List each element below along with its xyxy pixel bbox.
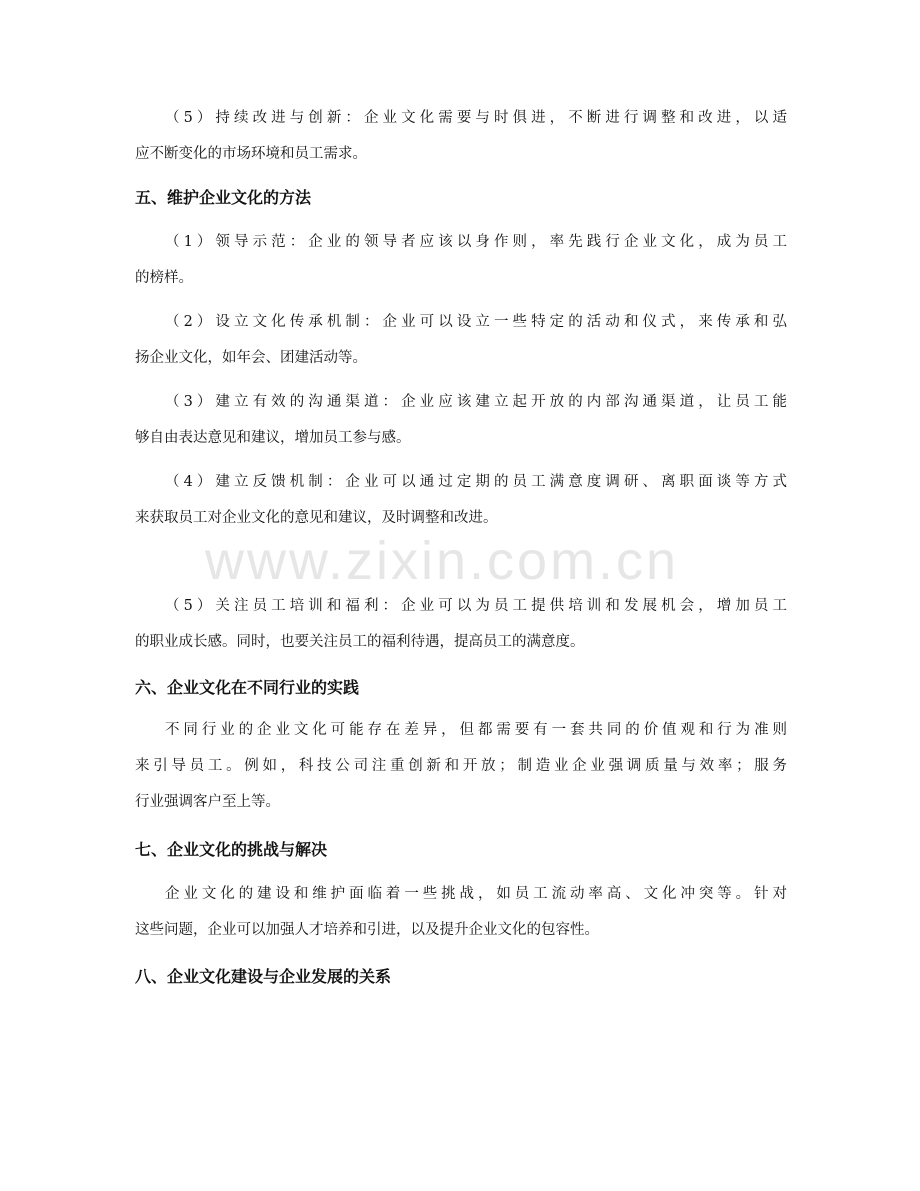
- text-line: 扬企业文化，如年会、团建活动等。: [135, 350, 367, 366]
- text-line: 这些问题，企业可以加强人才培养和引进，以及提升企业文化的包容性。: [135, 922, 599, 938]
- text-line: （3）建立有效的沟通渠道：企业应该建立起开放的内部沟通渠道，让员工能: [165, 394, 787, 410]
- text-line: （1）领导示范：企业的领导者应该以身作则，率先践行企业文化，成为员工: [165, 234, 787, 250]
- section-heading-7: 七、企业文化的挑战与解决: [135, 840, 328, 859]
- text-line: 够自由表达意见和建议，增加员工参与感。: [135, 430, 411, 446]
- text-line: （5）关注员工培训和福利：企业可以为员工提供培训和发展机会，增加员工: [165, 598, 787, 614]
- watermark: www.zixin.com.cn: [205, 531, 680, 591]
- section-heading-6: 六、企业文化在不同行业的实践: [135, 678, 360, 697]
- text-line: （2）设立文化传承机制：企业可以设立一些特定的活动和仪式，来传承和弘: [165, 314, 787, 330]
- text-line: 不同行业的企业文化可能存在差异，但都需要有一套共同的价值观和行为准则: [165, 722, 787, 738]
- section-heading-8: 八、企业文化建设与企业发展的关系: [135, 967, 392, 986]
- text-line: 应不断变化的市场环境和员工需求。: [135, 146, 367, 162]
- text-line: 企业文化的建设和维护面临着一些挑战，如员工流动率高、文化冲突等。针对: [165, 886, 787, 902]
- text-line: 行业强调客户至上等。: [135, 794, 280, 810]
- text-line: 的职业成长感。同时，也要关注员工的福利待遇，提高员工的满意度。: [135, 634, 585, 650]
- text-line: 的榜样。: [135, 270, 193, 286]
- text-line: 来引导员工。例如，科技公司注重创新和开放；制造业企业强调质量与效率；服务: [135, 758, 787, 774]
- text-line: （4）建立反馈机制：企业可以通过定期的员工满意度调研、离职面谈等方式: [165, 474, 787, 490]
- section-heading-5: 五、维护企业文化的方法: [135, 188, 312, 207]
- text-line: （5）持续改进与创新：企业文化需要与时俱进，不断进行调整和改进，以适: [165, 110, 787, 126]
- text-line: 来获取员工对企业文化的意见和建议，及时调整和改进。: [135, 510, 498, 526]
